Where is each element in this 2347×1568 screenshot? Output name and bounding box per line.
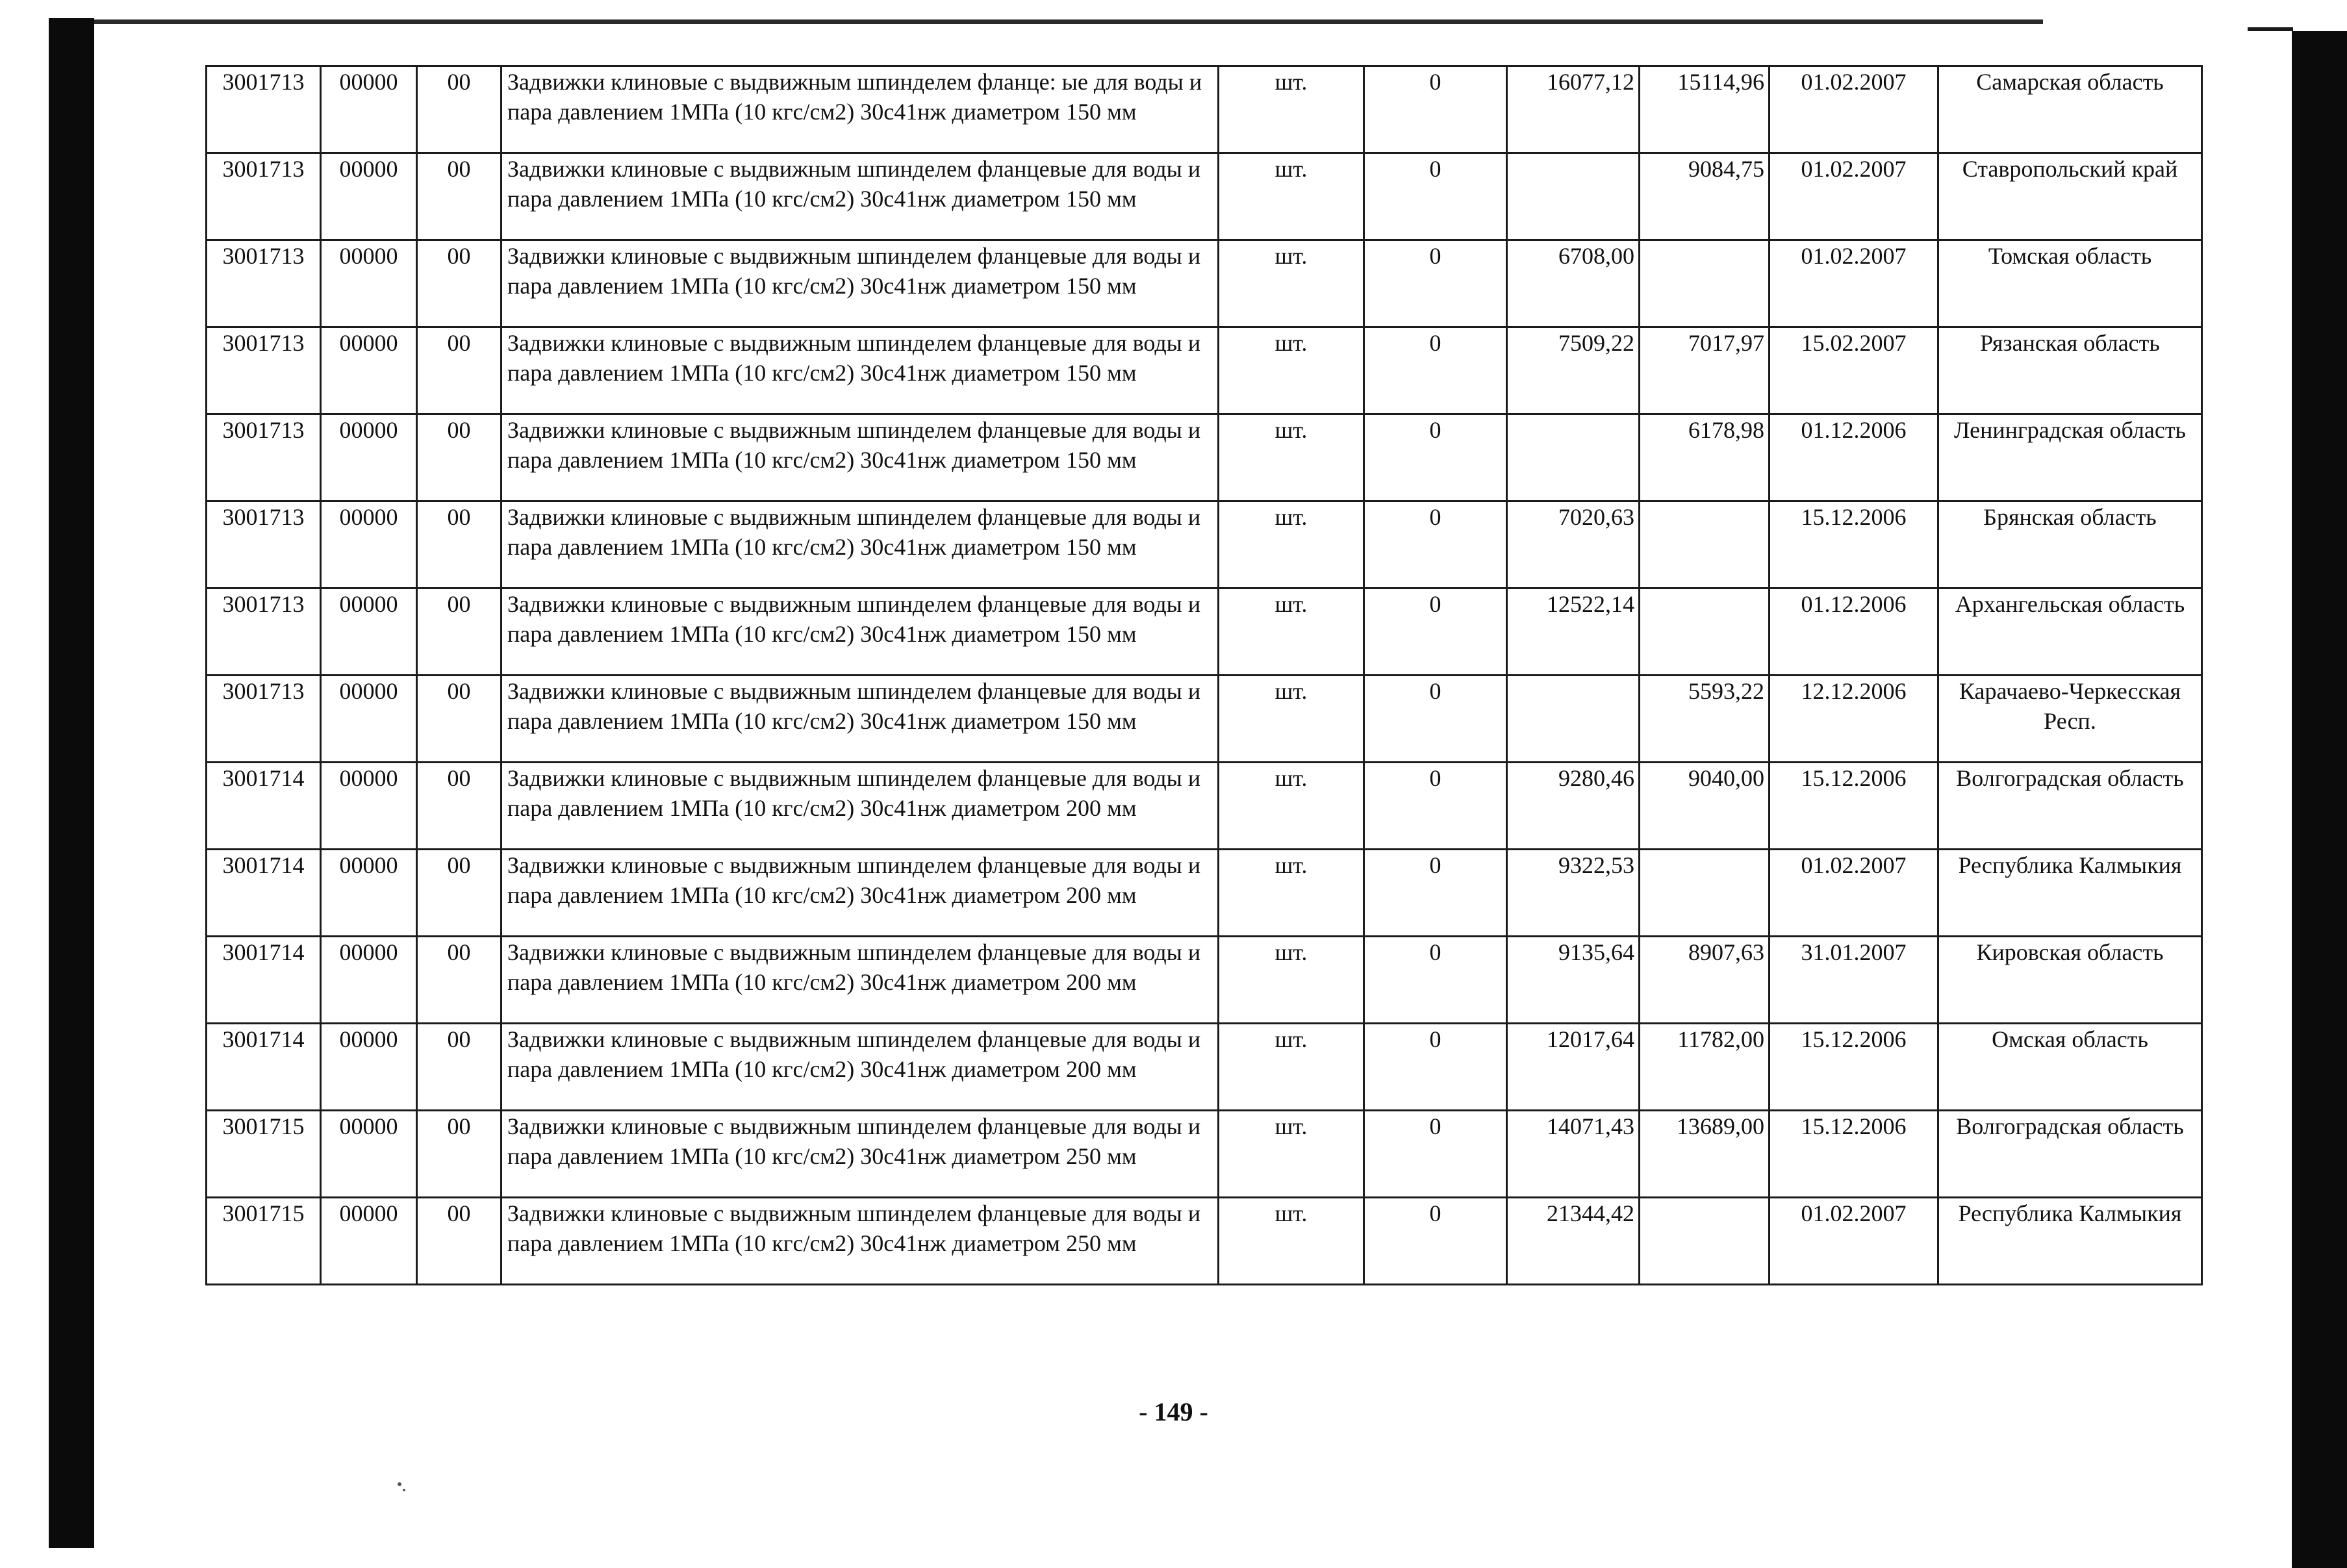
unit-cell: шт.	[1219, 153, 1364, 240]
price-2-cell: 13689,00	[1640, 1111, 1770, 1198]
table-row	[207, 588, 2202, 676]
sub-code-1-cell: 00000	[321, 763, 417, 850]
scan-speck	[398, 1482, 401, 1486]
table-row	[207, 850, 2202, 937]
region-cell: Республика Калмыкия	[1938, 850, 2202, 937]
sub-code-2-cell: 00	[417, 937, 501, 1024]
item-name-cell: Задвижки клиновые с выдвижным шпинделем фланцевые для воды и пара давлением 1МПа (10 кгс/см2) 30с41нж диаметром 150 мм	[501, 588, 1219, 676]
sub-code-2-cell: 00	[417, 588, 501, 676]
sub-code-2-cell: 00	[417, 66, 501, 153]
scan-edge-left	[49, 18, 94, 1548]
price-1-cell: 16077,12	[1507, 66, 1640, 153]
price-1-cell: 7020,63	[1507, 501, 1640, 588]
table-row	[207, 1198, 2202, 1285]
sub-code-1-cell: 00000	[321, 1198, 417, 1285]
item-name-cell: Задвижки клиновые с выдвижным шпинделем фланцевые для воды и пара давлением 1МПа (10 кгс/см2) 30с41нж диаметром 150 мм	[501, 414, 1219, 501]
sub-code-1-cell: 00000	[321, 850, 417, 937]
price-1-cell: 7509,22	[1507, 327, 1640, 414]
region-cell: Самарская область	[1938, 66, 2202, 153]
code-cell: 3001713	[207, 676, 321, 763]
unit-cell: шт.	[1219, 937, 1364, 1024]
region-cell: Ленинградская область	[1938, 414, 2202, 501]
price-table-body	[207, 66, 2202, 1285]
unit-cell: шт.	[1219, 1198, 1364, 1285]
sub-code-2-cell: 00	[417, 414, 501, 501]
price-2-cell	[1640, 588, 1770, 676]
unit-cell: шт.	[1219, 501, 1364, 588]
sub-code-2-cell: 00	[417, 850, 501, 937]
quantity-cell: 0	[1364, 501, 1507, 588]
quantity-cell: 0	[1364, 1198, 1507, 1285]
date-cell: 15.12.2006	[1770, 501, 1938, 588]
table-row	[207, 1111, 2202, 1198]
unit-cell: шт.	[1219, 66, 1364, 153]
date-cell: 31.01.2007	[1770, 937, 1938, 1024]
scan-line-top	[94, 19, 2043, 24]
sub-code-1-cell: 00000	[321, 327, 417, 414]
scan-line-right	[2248, 27, 2293, 31]
date-cell: 15.12.2006	[1770, 1024, 1938, 1111]
quantity-cell: 0	[1364, 240, 1507, 327]
quantity-cell: 0	[1364, 1024, 1507, 1111]
item-name-cell: Задвижки клиновые с выдвижным шпинделем фланцевые для воды и пара давлением 1МПа (10 кгс/см2) 30с41нж диаметром 150 мм	[501, 240, 1219, 327]
sub-code-2-cell: 00	[417, 1198, 501, 1285]
quantity-cell: 0	[1364, 850, 1507, 937]
unit-cell: шт.	[1219, 676, 1364, 763]
sub-code-1-cell: 00000	[321, 153, 417, 240]
item-name-cell: Задвижки клиновые с выдвижным шпинделем фланцевые для воды и пара давлением 1МПа (10 кгс/см2) 30с41нж диаметром 150 мм	[501, 676, 1219, 763]
region-cell: Республика Калмыкия	[1938, 1198, 2202, 1285]
date-cell: 15.12.2006	[1770, 1111, 1938, 1198]
item-name-cell: Задвижки клиновые с выдвижным шпинделем фланцевые для воды и пара давлением 1МПа (10 кгс/см2) 30с41нж диаметром 250 мм	[501, 1198, 1219, 1285]
region-cell: Брянская область	[1938, 501, 2202, 588]
sub-code-1-cell: 00000	[321, 66, 417, 153]
scan-speck	[403, 1489, 405, 1491]
region-cell: Омская область	[1938, 1024, 2202, 1111]
price-2-cell: 9040,00	[1640, 763, 1770, 850]
unit-cell: шт.	[1219, 763, 1364, 850]
sub-code-1-cell: 00000	[321, 501, 417, 588]
table-row	[207, 240, 2202, 327]
price-2-cell: 6178,98	[1640, 414, 1770, 501]
price-1-cell: 6708,00	[1507, 240, 1640, 327]
table-row	[207, 501, 2202, 588]
sub-code-2-cell: 00	[417, 676, 501, 763]
date-cell: 01.02.2007	[1770, 850, 1938, 937]
unit-cell: шт.	[1219, 240, 1364, 327]
unit-cell: шт.	[1219, 414, 1364, 501]
code-cell: 3001713	[207, 153, 321, 240]
price-2-cell: 7017,97	[1640, 327, 1770, 414]
sub-code-2-cell: 00	[417, 763, 501, 850]
page-number: - 149 -	[1139, 1397, 1208, 1426]
price-1-cell	[1507, 414, 1640, 501]
table-row	[207, 1024, 2202, 1111]
region-cell: Томская область	[1938, 240, 2202, 327]
unit-cell: шт.	[1219, 327, 1364, 414]
price-1-cell: 14071,43	[1507, 1111, 1640, 1198]
date-cell: 01.02.2007	[1770, 66, 1938, 153]
region-cell: Рязанская область	[1938, 327, 2202, 414]
table-row	[207, 676, 2202, 763]
code-cell: 3001713	[207, 66, 321, 153]
date-cell: 12.12.2006	[1770, 676, 1938, 763]
date-cell: 01.02.2007	[1770, 1198, 1938, 1285]
code-cell: 3001713	[207, 588, 321, 676]
sub-code-2-cell: 00	[417, 501, 501, 588]
sub-code-1-cell: 00000	[321, 676, 417, 763]
code-cell: 3001713	[207, 240, 321, 327]
item-name-cell: Задвижки клиновые с выдвижным шпинделем фланцевые для воды и пара давлением 1МПа (10 кгс/см2) 30с41нж диаметром 200 мм	[501, 763, 1219, 850]
date-cell: 15.02.2007	[1770, 327, 1938, 414]
price-2-cell: 5593,22	[1640, 676, 1770, 763]
sub-code-1-cell: 00000	[321, 937, 417, 1024]
sub-code-1-cell: 00000	[321, 414, 417, 501]
sub-code-1-cell: 00000	[321, 240, 417, 327]
price-1-cell: 21344,42	[1507, 1198, 1640, 1285]
item-name-cell: Задвижки клиновые с выдвижным шпинделем фланцевые для воды и пара давлением 1МПа (10 кгс/см2) 30с41нж диаметром 150 мм	[501, 501, 1219, 588]
sub-code-1-cell: 00000	[321, 588, 417, 676]
code-cell: 3001714	[207, 850, 321, 937]
item-name-cell: Задвижки клиновые с выдвижным шпинделем фланце: ые для воды и пара давлением 1МПа (10 кгс/см2) 30с41нж диаметром 150 мм	[501, 66, 1219, 153]
sub-code-2-cell: 00	[417, 327, 501, 414]
price-1-cell: 12522,14	[1507, 588, 1640, 676]
date-cell: 01.02.2007	[1770, 153, 1938, 240]
price-2-cell: 15114,96	[1640, 66, 1770, 153]
sub-code-1-cell: 00000	[321, 1024, 417, 1111]
item-name-cell: Задвижки клиновые с выдвижным шпинделем фланцевые для воды и пара давлением 1МПа (10 кгс/см2) 30с41нж диаметром 150 мм	[501, 327, 1219, 414]
quantity-cell: 0	[1364, 763, 1507, 850]
price-table	[205, 65, 2203, 1285]
code-cell: 3001715	[207, 1198, 321, 1285]
table-row	[207, 327, 2202, 414]
quantity-cell: 0	[1364, 937, 1507, 1024]
code-cell: 3001715	[207, 1111, 321, 1198]
price-1-cell: 9280,46	[1507, 763, 1640, 850]
price-1-cell: 9322,53	[1507, 850, 1640, 937]
item-name-cell: Задвижки клиновые с выдвижным шпинделем фланцевые для воды и пара давлением 1МПа (10 кгс/см2) 30с41нж диаметром 250 мм	[501, 1111, 1219, 1198]
sub-code-2-cell: 00	[417, 1024, 501, 1111]
region-cell: Волгоградская область	[1938, 763, 2202, 850]
table-row	[207, 937, 2202, 1024]
item-name-cell: Задвижки клиновые с выдвижным шпинделем фланцевые для воды и пара давлением 1МПа (10 кгс/см2) 30с41нж диаметром 150 мм	[501, 153, 1219, 240]
region-cell: Карачаево-Черкесская Респ.	[1938, 676, 2202, 763]
region-cell: Кировская область	[1938, 937, 2202, 1024]
code-cell: 3001713	[207, 327, 321, 414]
sub-code-1-cell: 00000	[321, 1111, 417, 1198]
quantity-cell: 0	[1364, 588, 1507, 676]
date-cell: 01.12.2006	[1770, 414, 1938, 501]
table-row	[207, 763, 2202, 850]
price-1-cell	[1507, 676, 1640, 763]
code-cell: 3001713	[207, 501, 321, 588]
table-row	[207, 414, 2202, 501]
quantity-cell: 0	[1364, 676, 1507, 763]
price-2-cell	[1640, 1198, 1770, 1285]
region-cell: Архангельская область	[1938, 588, 2202, 676]
price-2-cell: 11782,00	[1640, 1024, 1770, 1111]
quantity-cell: 0	[1364, 153, 1507, 240]
price-1-cell: 12017,64	[1507, 1024, 1640, 1111]
code-cell: 3001714	[207, 1024, 321, 1111]
table-row	[207, 153, 2202, 240]
sub-code-2-cell: 00	[417, 240, 501, 327]
price-2-cell	[1640, 240, 1770, 327]
table-row	[207, 66, 2202, 153]
price-2-cell	[1640, 501, 1770, 588]
price-1-cell: 9135,64	[1507, 937, 1640, 1024]
price-2-cell: 9084,75	[1640, 153, 1770, 240]
sub-code-2-cell: 00	[417, 153, 501, 240]
sub-code-2-cell: 00	[417, 1111, 501, 1198]
code-cell: 3001714	[207, 937, 321, 1024]
item-name-cell: Задвижки клиновые с выдвижным шпинделем фланцевые для воды и пара давлением 1МПа (10 кгс/см2) 30с41нж диаметром 200 мм	[501, 850, 1219, 937]
quantity-cell: 0	[1364, 66, 1507, 153]
scan-edge-right	[2292, 31, 2347, 1568]
price-2-cell: 8907,63	[1640, 937, 1770, 1024]
code-cell: 3001713	[207, 414, 321, 501]
unit-cell: шт.	[1219, 850, 1364, 937]
region-cell: Ставропольский край	[1938, 153, 2202, 240]
item-name-cell: Задвижки клиновые с выдвижным шпинделем фланцевые для воды и пара давлением 1МПа (10 кгс/см2) 30с41нж диаметром 200 мм	[501, 937, 1219, 1024]
quantity-cell: 0	[1364, 1111, 1507, 1198]
price-1-cell	[1507, 153, 1640, 240]
date-cell: 01.12.2006	[1770, 588, 1938, 676]
code-cell: 3001714	[207, 763, 321, 850]
region-cell: Волгоградская область	[1938, 1111, 2202, 1198]
unit-cell: шт.	[1219, 1111, 1364, 1198]
item-name-cell: Задвижки клиновые с выдвижным шпинделем фланцевые для воды и пара давлением 1МПа (10 кгс/см2) 30с41нж диаметром 200 мм	[501, 1024, 1219, 1111]
date-cell: 15.12.2006	[1770, 763, 1938, 850]
unit-cell: шт.	[1219, 1024, 1364, 1111]
quantity-cell: 0	[1364, 414, 1507, 501]
price-2-cell	[1640, 850, 1770, 937]
quantity-cell: 0	[1364, 327, 1507, 414]
date-cell: 01.02.2007	[1770, 240, 1938, 327]
unit-cell: шт.	[1219, 588, 1364, 676]
